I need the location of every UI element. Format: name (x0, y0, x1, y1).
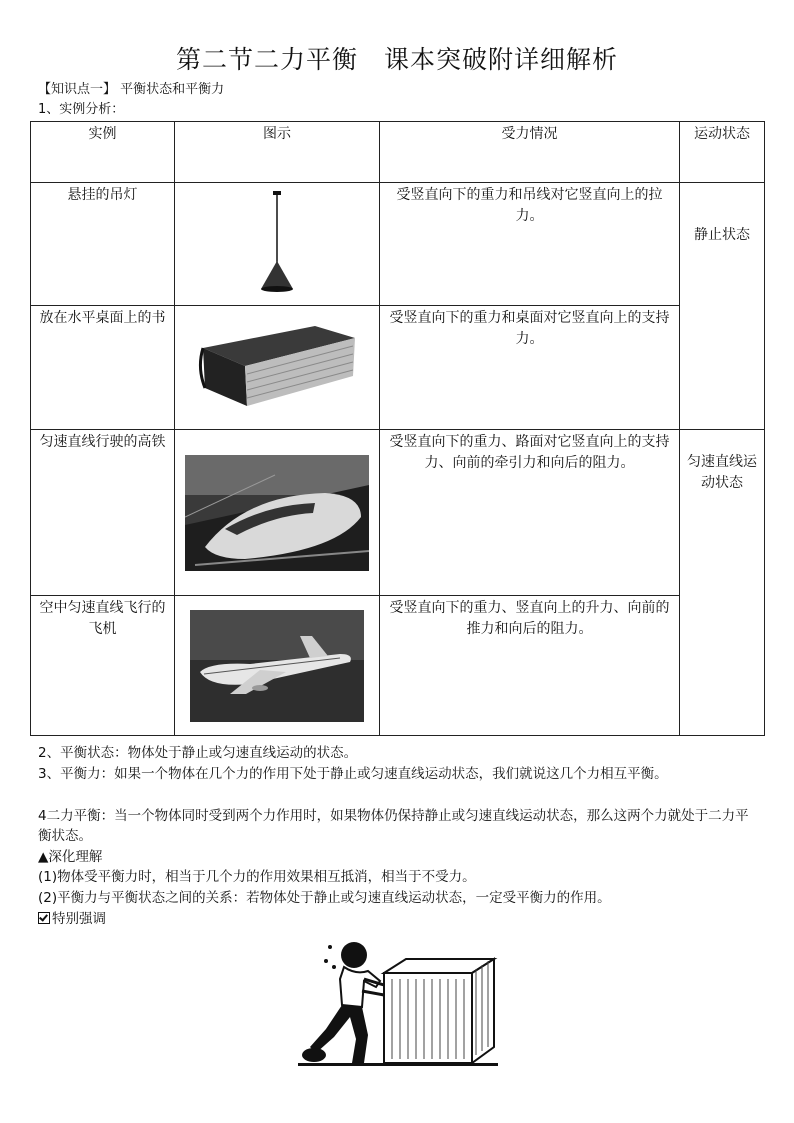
high-speed-train-image (185, 455, 369, 571)
force-cell: 受竖直向下的重力和吊线对它竖直向上的拉力。 (380, 183, 680, 306)
knowledge-point-heading: 【知识点一】 平衡状态和平衡力 (38, 82, 225, 97)
paragraph-balanced-force: 3、平衡力：如果一个物体在几个力的作用下处于静止或匀速直线运动状态，我们就说这几个力相互平衡。 (38, 766, 668, 782)
checkbox-icon (38, 912, 50, 924)
example-analysis-label: 1、实例分析： (38, 102, 125, 117)
force-cell: 受竖直向下的重力和桌面对它竖直向上的支持力。 (380, 306, 680, 430)
airplane-image (190, 610, 364, 722)
illustration-cell (175, 183, 380, 306)
illustration-cell (175, 430, 380, 596)
page-title: 第二节二力平衡 课本突破附详细解析 (175, 45, 618, 74)
motion-cell-static (680, 183, 765, 430)
example-cell: 悬挂的吊灯 (31, 183, 175, 306)
table-row (31, 306, 765, 430)
emphasis-label: 特别强调 (52, 911, 106, 927)
motion-state-label: 匀速直线运动状态 (687, 454, 757, 491)
header-force: 受力情况 (380, 122, 680, 183)
example-cell: 放在水平桌面上的书 (31, 306, 175, 430)
header-illustration: 图示 (175, 122, 380, 183)
force-cell: 受竖直向下的重力、竖直向上的升力、向前的推力和向后的阻力。 (380, 596, 680, 736)
paragraph-balanced-state: 2、平衡状态：物体处于静止或匀速直线运动的状态。 (38, 745, 358, 761)
emphasis-heading (38, 909, 760, 929)
example-table (30, 121, 765, 736)
header-example: 实例 (31, 122, 175, 183)
illustration-cell (175, 306, 380, 430)
deepen-point-1: (1)物体受平衡力时，相当于几个力的作用效果相互抵消，相当于不受力。 (38, 869, 476, 885)
book-image (195, 318, 360, 418)
header-motion: 运动状态 (680, 122, 765, 183)
paragraph-two-force-balance: 4二力平衡：当一个物体同时受到两个力作用时，如果物体仍保持静止或匀速直线运动状态，那么这两个力就处于二力平衡状态。 (38, 808, 749, 844)
deepen-heading: ▲深化理解 (38, 849, 103, 865)
table-row (31, 183, 765, 306)
person-pushing-box-image (296, 935, 501, 1070)
table-row (31, 596, 765, 736)
table-row (31, 430, 765, 596)
motion-state-label: 静止状态 (694, 227, 750, 243)
example-cell: 匀速直线行驶的高铁 (31, 430, 175, 596)
deepen-point-2: (2)平衡力与平衡状态之间的关系：若物体处于静止或匀速直线运动状态，一定受平衡力的作用。 (38, 890, 611, 906)
table-header-row (31, 122, 765, 183)
illustration-cell (175, 596, 380, 736)
example-cell: 空中匀速直线飞行的飞机 (31, 596, 175, 736)
motion-cell-uniform (680, 430, 765, 736)
pendant-lamp-image (247, 189, 307, 299)
force-cell: 受竖直向下的重力、路面对它竖直向上的支持力、向前的牵引力和向后的阻力。 (380, 430, 680, 596)
